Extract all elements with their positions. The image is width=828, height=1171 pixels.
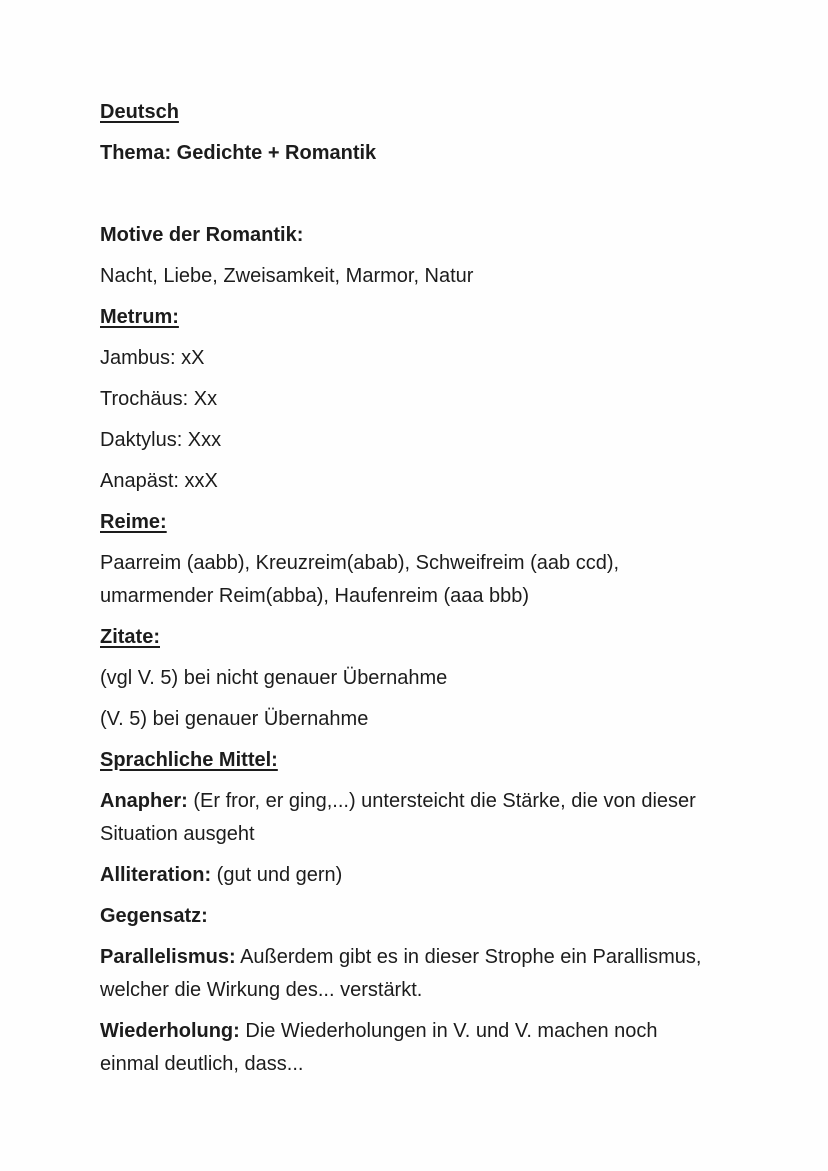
mittel-item-gegensatz bbox=[100, 900, 718, 933]
mittel-text-parallelismus: Außerdem gibt es in dieser Strophe ein Parallismus, welcher die Wirkung des... verstärkt. bbox=[100, 946, 702, 1001]
mittel-text-anapher: (Er fror, er ging,...) untersteicht die Stärke, die von dieser Situation ausgeht bbox=[100, 790, 696, 845]
mittel-item-parallelismus bbox=[100, 941, 718, 1007]
mittel-label-gegensatz: Gegensatz: bbox=[100, 905, 208, 927]
zitate-line-genau: (V. 5) bei genauer Übernahme bbox=[100, 708, 369, 730]
section-heading-metrum: Metrum: bbox=[100, 306, 179, 328]
blank-line bbox=[100, 178, 718, 219]
section-heading-sprachliche-mittel: Sprachliche Mittel: bbox=[100, 749, 278, 771]
mittel-label-alliteration: Alliteration: bbox=[100, 864, 212, 886]
mittel-label-parallelismus: Parallelismus: bbox=[100, 946, 236, 968]
metrum-line-trochaeus: Trochäus: Xx bbox=[100, 388, 218, 410]
mittel-item-wiederholung bbox=[100, 1015, 718, 1081]
motive-line: Nacht, Liebe, Zweisamkeit, Marmor, Natur bbox=[100, 265, 474, 287]
metrum-line-daktylus: Daktylus: Xxx bbox=[100, 429, 222, 451]
mittel-label-wiederholung: Wiederholung: bbox=[100, 1020, 240, 1042]
doc-subtitle: Thema: Gedichte + Romantik bbox=[100, 142, 377, 164]
mittel-text-alliteration: (gut und gern) bbox=[211, 864, 343, 886]
mittel-item-alliteration bbox=[100, 859, 718, 892]
mittel-item-anapher bbox=[100, 785, 718, 851]
document-content bbox=[100, 96, 718, 1089]
mittel-text-wiederholung: Die Wiederholungen in V. und V. machen noch einmal deutlich, dass... bbox=[100, 1020, 658, 1075]
section-heading-zitate: Zitate: bbox=[100, 626, 160, 648]
section-heading-reime: Reime: bbox=[100, 511, 167, 533]
reime-line: Paarreim (aabb), Kreuzreim(abab), Schweifreim (aab ccd), umarmender Reim(abba), Haufenreim (aaa bbb) bbox=[100, 552, 620, 607]
metrum-line-anapaest: Anapäst: xxX bbox=[100, 470, 218, 492]
mittel-label-anapher: Anapher: bbox=[100, 790, 188, 812]
zitate-line-vgl: (vgl V. 5) bei nicht genauer Übernahme bbox=[100, 667, 448, 689]
doc-title: Deutsch bbox=[100, 101, 179, 123]
section-heading-motive: Motive der Romantik: bbox=[100, 224, 304, 246]
metrum-line-jambus: Jambus: xX bbox=[100, 347, 205, 369]
